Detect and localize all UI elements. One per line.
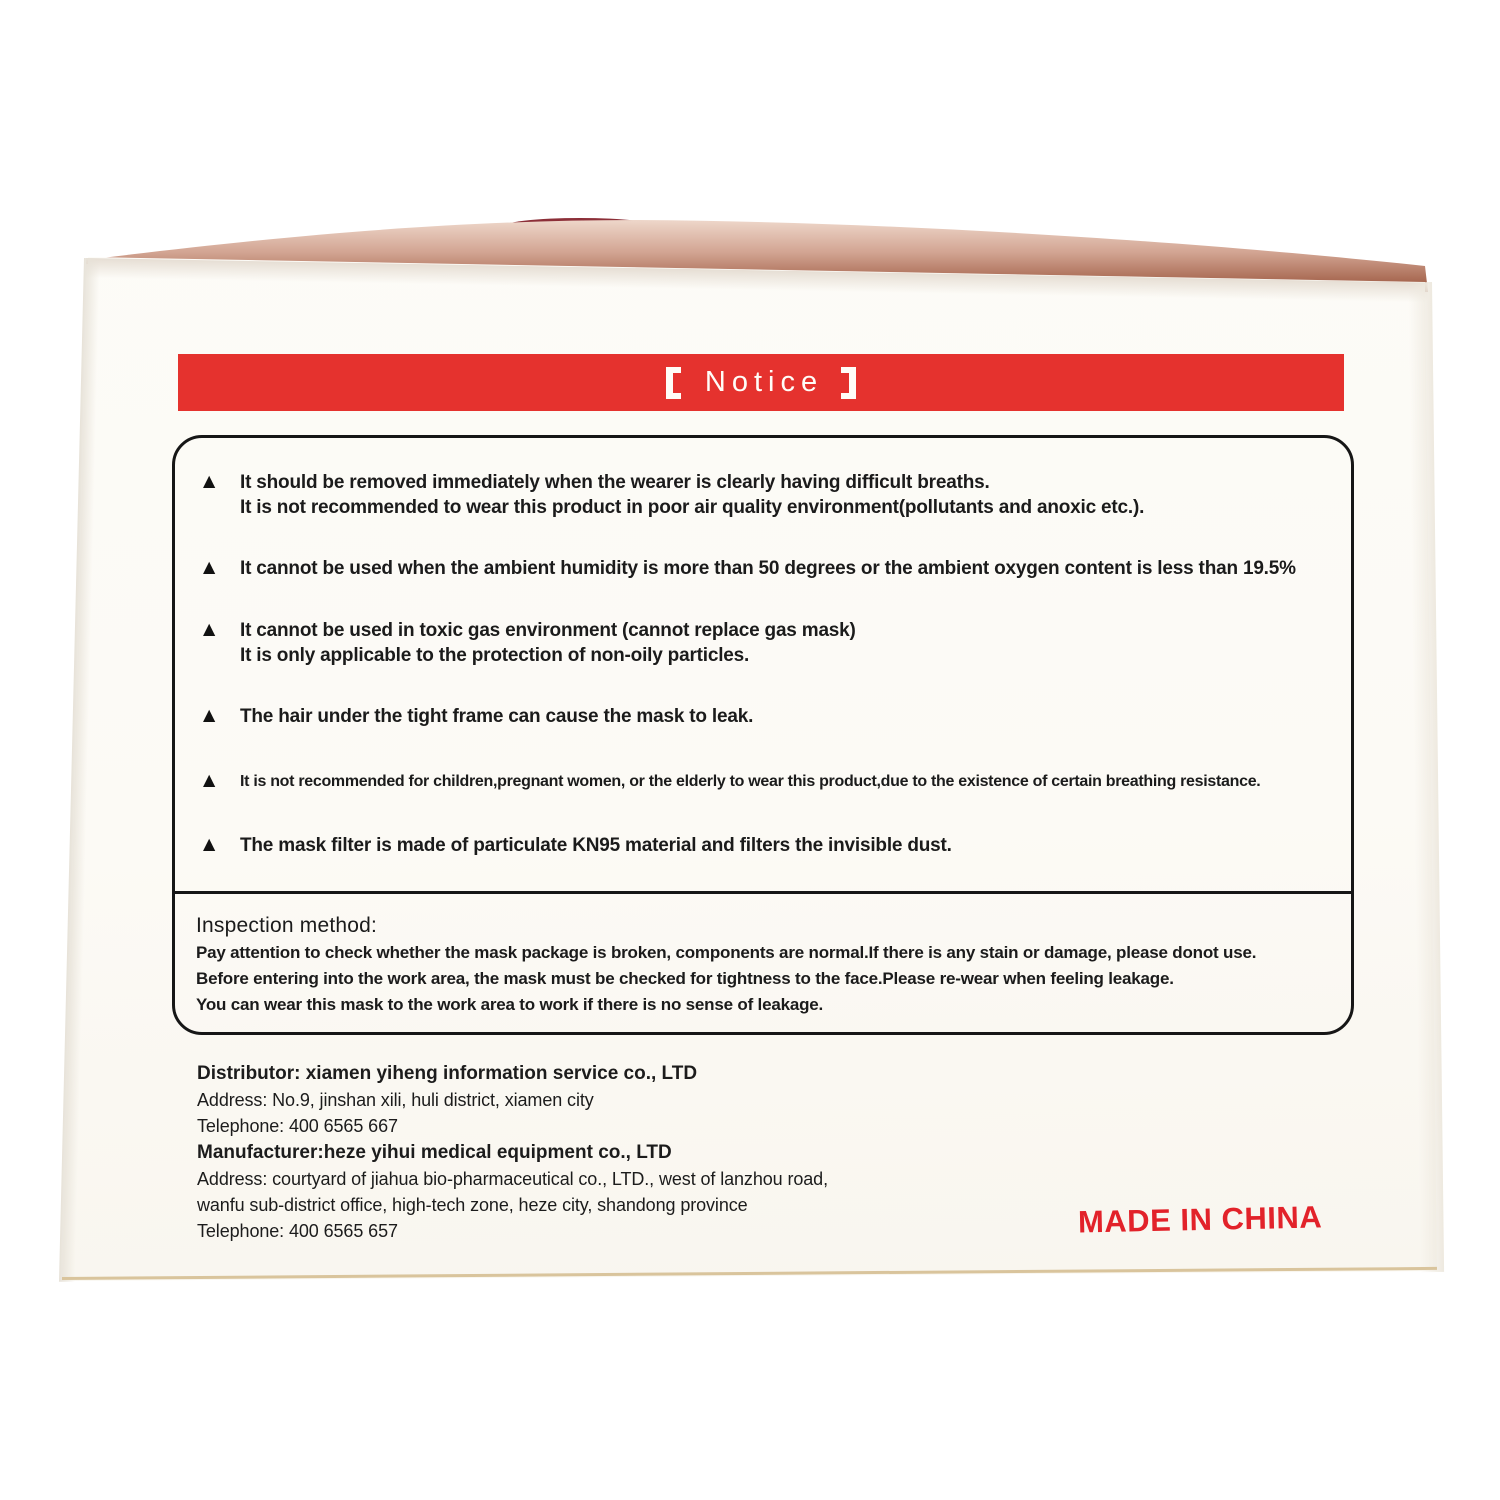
manufacturer-line bbox=[197, 1139, 1197, 1166]
warning-text bbox=[203, 556, 1393, 581]
distributor-address: Address: No.9, jinshan xili, huli district, xiamen city bbox=[197, 1090, 594, 1110]
triangle-bullet-icon: ▲ bbox=[203, 705, 216, 724]
distributor-line bbox=[197, 1060, 1197, 1087]
section-divider-line bbox=[172, 891, 1354, 894]
lenticular-bracket-left-icon bbox=[666, 367, 681, 399]
warning-item-5 bbox=[203, 769, 1393, 794]
warning-text bbox=[203, 833, 1393, 858]
triangle-bullet-icon: ▲ bbox=[203, 619, 216, 638]
notice-title: Notice bbox=[704, 366, 824, 398]
warning-text bbox=[203, 470, 1393, 520]
distributor-phone: Telephone: 400 6565 667 bbox=[197, 1116, 398, 1136]
inspection-line: Pay attention to check whether the mask package is broken, components are normal.If there is any stain or damage, please donot use. bbox=[196, 943, 1257, 962]
notice-banner-content bbox=[666, 366, 856, 399]
warning-line: It is only applicable to the protection of non-oily particles. bbox=[240, 645, 750, 666]
warning-item-2 bbox=[203, 556, 1393, 581]
lenticular-bracket-right-icon bbox=[841, 367, 856, 399]
manufacturer-address-line2: wanfu sub-district office, high-tech zone, heze city, shandong province bbox=[197, 1195, 748, 1215]
manufacturer-address-line1: Address: courtyard of jiahua bio-pharmaceutical co., LTD., west of lanzhou road, bbox=[197, 1169, 828, 1189]
manufacturer-phone: Telephone: 400 6565 657 bbox=[197, 1221, 398, 1241]
manufacturer-label: Manufacturer: bbox=[197, 1142, 324, 1163]
warning-line: It cannot be used when the ambient humidity is more than 50 degrees or the ambient oxygen content is less than 19.5% bbox=[240, 558, 1296, 579]
manufacturer-name: heze yihui medical equipment co., LTD bbox=[323, 1142, 672, 1163]
distributor-label: Distributor: bbox=[197, 1063, 301, 1084]
company-info-section bbox=[197, 1060, 1197, 1244]
warning-line: It should be removed immediately when the wearer is clearly having difficult breaths. bbox=[240, 472, 990, 493]
triangle-bullet-icon: ▲ bbox=[203, 471, 216, 490]
warning-line: It cannot be used in toxic gas environment (cannot replace gas mask) bbox=[240, 620, 856, 641]
inspection-line: You can wear this mask to the work area to work if there is no sense of leakage. bbox=[196, 995, 824, 1014]
warning-item-6 bbox=[203, 833, 1393, 858]
inspection-line: Before entering into the work area, the mask must be checked for tightness to the face.Please re-wear when feeling leakage. bbox=[196, 969, 1174, 988]
distributor-name: xiamen yiheng information service co., LTD bbox=[305, 1063, 698, 1084]
warning-item-4 bbox=[203, 704, 1393, 729]
warning-item-3 bbox=[203, 618, 1393, 668]
warning-line: The hair under the tight frame can cause the mask to leak. bbox=[240, 706, 754, 727]
notice-banner bbox=[178, 354, 1344, 411]
triangle-bullet-icon: ▲ bbox=[203, 557, 216, 576]
triangle-bullet-icon: ▲ bbox=[203, 770, 216, 789]
warning-item-1 bbox=[203, 470, 1393, 520]
warning-line: It is not recommended for children,pregnant women, or the elderly to wear this product,due to the existence of certain breathing resistance. bbox=[240, 773, 1261, 790]
triangle-bullet-icon: ▲ bbox=[203, 834, 216, 853]
warning-text bbox=[203, 618, 1393, 668]
warning-line: The mask filter is made of particulate KN95 material and filters the invisible dust. bbox=[240, 835, 952, 856]
warning-text bbox=[203, 769, 1393, 794]
made-in-china-label: MADE IN CHINA bbox=[1077, 1199, 1323, 1240]
warning-line: It is not recommended to wear this product in poor air quality environment(pollutants and anoxic etc.). bbox=[240, 497, 1145, 518]
inspection-section bbox=[196, 912, 1356, 1018]
warning-text bbox=[203, 704, 1393, 729]
inspection-title: Inspection method: bbox=[196, 914, 378, 937]
